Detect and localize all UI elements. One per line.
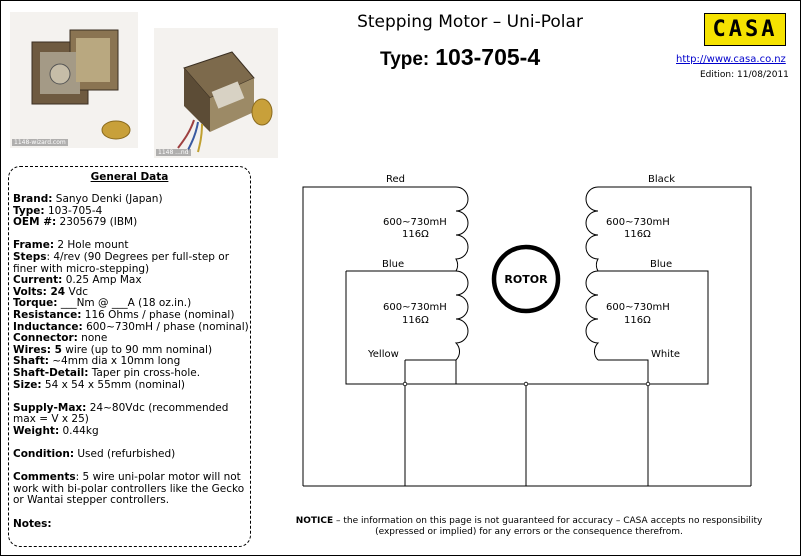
edition-date: Edition: 11/08/2011: [700, 70, 789, 80]
steps-label: Steps: [13, 250, 47, 263]
torque-value: ___Nm @ ___A (18 oz.in.): [57, 297, 192, 310]
right-white-wire: [598, 360, 751, 486]
website-link[interactable]: http://www.casa.co.nz: [676, 54, 786, 65]
connector-value: none: [77, 332, 108, 345]
left-coil2-inductance: 600~730mH: [383, 302, 447, 313]
oem-value: 2305679 (IBM): [56, 216, 138, 229]
right-coil-upper: [586, 187, 598, 271]
right-coil1-inductance: 600~730mH: [606, 217, 670, 228]
right-coil2-resistance: 116Ω: [624, 315, 651, 326]
rotor-label: ROTOR: [504, 273, 548, 286]
type-row-value: 103-705-4: [44, 204, 103, 217]
resistance-label: Resistance:: [13, 308, 82, 321]
resistance-value: 116 Ohms / phase (nominal): [81, 308, 235, 321]
left-red-label: Red: [386, 174, 405, 185]
page-title: Stepping Motor – Uni-Polar: [357, 12, 583, 32]
casa-logo-text: CASA: [712, 17, 778, 42]
left-red-wire: [303, 187, 456, 486]
frame-value: 2 Hole mount: [54, 239, 129, 252]
wires-label: Wires: 5: [13, 343, 62, 356]
right-coil2-inductance: 600~730mH: [606, 302, 670, 313]
left-yellow-label: Yellow: [368, 349, 399, 360]
notice-label: NOTICE: [295, 516, 334, 526]
left-coil1-inductance: 600~730mH: [383, 217, 447, 228]
volts-label: Volts: 24: [13, 285, 66, 298]
right-coil1-resistance: 116Ω: [624, 229, 651, 240]
shaft-detail-label: Shaft-Detail:: [13, 366, 89, 379]
comments-label: Comments: [13, 471, 76, 484]
supply-label: Supply-Max:: [13, 401, 87, 414]
oem-label: OEM #:: [13, 216, 57, 229]
general-data-heading: General Data: [90, 171, 169, 183]
left-coil-lower: [456, 271, 468, 360]
left-blue-wire-v: [346, 271, 405, 384]
current-value: 0.25 Amp Max: [62, 274, 142, 287]
right-blue-wire: [598, 271, 708, 384]
weight-value: 0.44kg: [59, 424, 99, 437]
wires-value: wire (up to 90 mm nominal): [61, 343, 213, 356]
right-white-label: White: [651, 349, 681, 360]
notice-text: [294, 516, 764, 538]
left-blue-label: Blue: [382, 259, 405, 270]
photo-left-caption: 1148-wizard.com: [14, 139, 66, 146]
right-blue-label: Blue: [650, 259, 673, 270]
brand-value: Sanyo Denki (Japan): [52, 193, 163, 205]
common-wire-left: [405, 384, 526, 486]
comments-value: : 5 wire uni-polar motor will not work with bi-polar controllers like the Gecko or Wantai stepper controllers.: [13, 471, 245, 507]
supply-value: 24~80Vdc (recommended max = V x 25): [13, 401, 229, 426]
size-label: Size:: [13, 378, 42, 391]
right-black-wire: [598, 187, 751, 486]
notes-label: Notes:: [13, 517, 52, 530]
shaft-label: Shaft:: [13, 355, 49, 368]
type-number: 103-705-4: [435, 44, 541, 70]
condition-value: Used (refurbished): [74, 448, 176, 461]
brand-label: Brand:: [13, 193, 53, 205]
inductance-value: 600~730mH / phase (nominal): [82, 320, 249, 333]
condition-label: Condition:: [13, 448, 75, 461]
type-row-label: Type:: [13, 204, 45, 217]
photo-right-caption: 1148 ...nd: [158, 149, 189, 156]
steps-value: : 4/rev (90 Degrees per full-step or finer with micro-stepping): [13, 250, 230, 275]
volts-value: Vdc: [65, 285, 89, 298]
type-label: Type:: [380, 49, 430, 70]
size-value: 54 x 54 x 55mm (nominal): [41, 378, 186, 391]
shaft-value: ~4mm dia x 10mm long: [48, 355, 181, 368]
weight-label: Weight:: [13, 424, 60, 437]
left-coil2-resistance: 116Ω: [402, 315, 429, 326]
left-coil1-resistance: 116Ω: [402, 229, 429, 240]
torque-label: Torque:: [13, 297, 58, 310]
frame-label: Frame:: [13, 239, 55, 252]
left-coil-upper: [456, 187, 468, 271]
right-coil-lower: [586, 271, 598, 360]
current-label: Current:: [13, 274, 63, 287]
connector-label: Connector:: [13, 332, 78, 345]
right-black-label: Black: [648, 174, 676, 185]
notice-body: – the information on this page is not guaranteed for accuracy – CASA accepts no responsibility (expressed or implied) for any errors or the consequence therefrom.: [333, 516, 763, 537]
inductance-label: Inductance:: [13, 320, 83, 333]
left-yellow-wire: [303, 360, 405, 486]
shaft-detail-value: Taper pin cross-hole.: [88, 366, 201, 379]
